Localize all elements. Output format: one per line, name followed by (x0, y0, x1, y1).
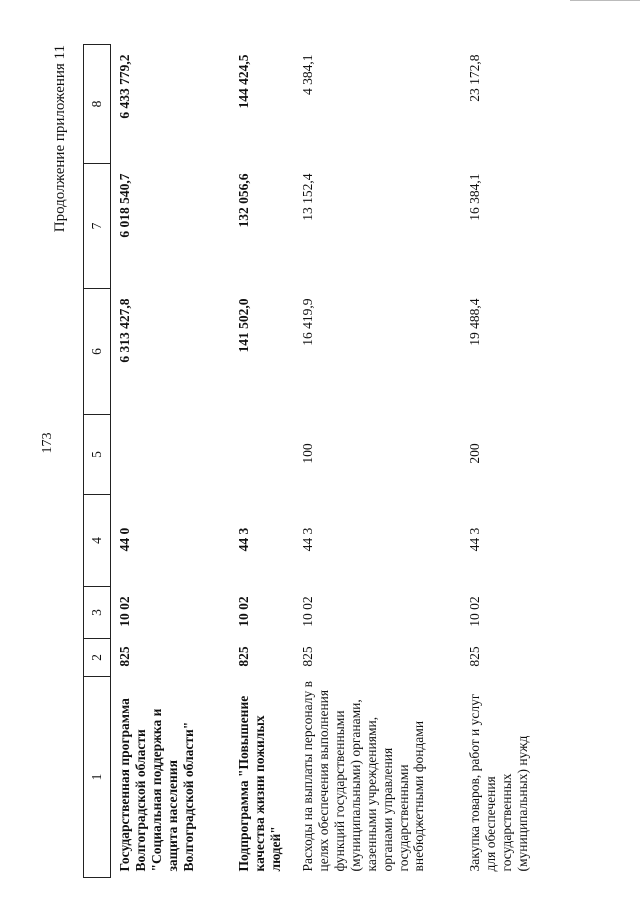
cell-amount-col8: 144 424,5 (236, 54, 251, 109)
cell-ministry-code: 825 (117, 646, 132, 667)
cell-section-code: 10 02 (236, 596, 251, 627)
column-header: 2 (84, 639, 111, 677)
cell-amount-col6: 141 502,0 (236, 298, 251, 353)
cell-amount-col7: 132 056,6 (236, 173, 251, 228)
column-header: 7 (84, 164, 111, 289)
cell-amount-col6: 6 313 427,8 (117, 298, 132, 363)
cell-amount-col6: 19 488,4 (467, 298, 482, 346)
cell-ministry-code: 825 (300, 646, 315, 667)
table-row (111, 45, 231, 878)
column-header: 6 (84, 289, 111, 415)
column-header: 1 (84, 677, 111, 878)
cell-amount-col8: 6 433 779,2 (117, 54, 132, 119)
cell-program-code: 44 3 (300, 527, 315, 552)
budget-table (83, 44, 536, 878)
continuation-label: Продолжение приложения 11 (52, 45, 68, 233)
cell-section-code: 10 02 (117, 596, 132, 627)
column-header: 5 (84, 415, 111, 495)
cell-section-code: 10 02 (467, 596, 482, 627)
cell-expense-type (230, 415, 294, 495)
row-name: Расходы на выплаты персоналу в целях обеспечения выполнения функций государственными (муниципальными) органами, казенными учреждениями, органами управления государственными внебюджетными фондами (300, 681, 427, 872)
table-row (294, 45, 461, 878)
row-name: Государственная программа Волгоградской области "Социальная поддержка и защита населения Волгоградской области" (117, 698, 196, 872)
table-row (230, 45, 294, 878)
cell-amount-col6: 16 419,9 (300, 298, 315, 346)
column-header: 8 (84, 45, 111, 164)
cell-program-code: 44 3 (467, 527, 482, 552)
column-header: 4 (84, 495, 111, 587)
cell-program-code: 44 0 (117, 527, 132, 552)
cell-amount-col7: 13 152,4 (300, 173, 315, 221)
cell-amount-col7: 16 384,1 (467, 173, 482, 221)
table-row (461, 45, 536, 878)
cell-ministry-code: 825 (236, 646, 251, 667)
cell-ministry-code: 825 (467, 646, 482, 667)
cell-expense-type: 100 (300, 443, 315, 464)
cell-amount-col8: 23 172,8 (467, 54, 482, 102)
cell-expense-type (111, 415, 231, 495)
cell-amount-col8: 4 384,1 (300, 54, 315, 95)
cell-amount-col7: 6 018 540,7 (117, 173, 132, 238)
cell-program-code: 44 3 (236, 527, 251, 552)
row-name: Подпрограмма "Повышение качества жизни пожилых людей" (236, 695, 283, 872)
row-name: Закупка товаров, работ и услуг для обеспечения государственных (муниципальных) нужд (467, 693, 530, 872)
page-number: 173 (40, 432, 55, 454)
cell-expense-type: 200 (467, 443, 482, 464)
cell-section-code: 10 02 (300, 596, 315, 627)
table-header-row (84, 45, 111, 878)
column-header: 3 (84, 587, 111, 639)
